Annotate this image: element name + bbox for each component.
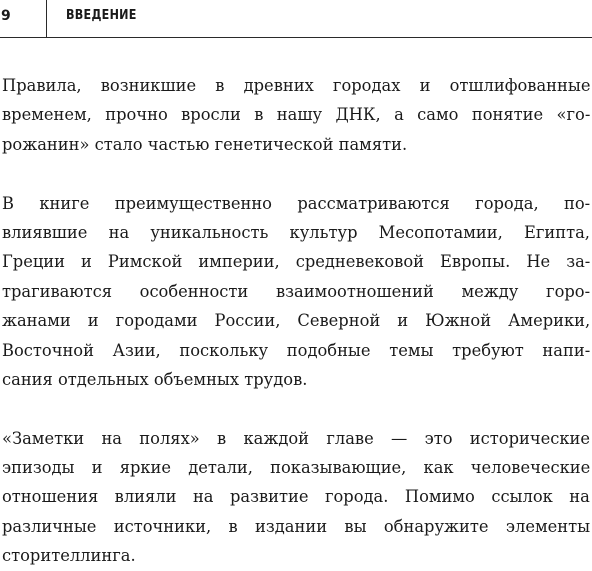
text-line: трагиваются особенности взаимоотношений между горо- [2,281,591,301]
text-line: эпизоды и яркие детали, показывающие, как человеческие [2,458,591,478]
text-line: «Заметки на полях» в каждой главе — это исторические [2,428,591,448]
text-line: влиявшие на уникальность культур Месопотамии, Египта, [2,222,590,242]
text-line: временем, прочно вросли в нашу ДНК, а само понятие «го- [2,105,591,125]
paragraph-1 [2,71,590,159]
paragraph-3 [2,424,590,571]
page-number: 9 [1,8,11,24]
text-line: сания отдельных объемных трудов. [2,369,308,389]
text-line: Восточной Азии, поскольку подобные темы требуют напи- [2,340,591,360]
running-header [0,0,592,38]
header-divider [46,0,47,37]
body-text [2,71,590,571]
text-line: Правила, возникшие в древних городах и отшлифованные [2,76,591,95]
running-title: ВВЕДЕНИЕ [66,8,137,23]
paragraph-2 [2,189,590,395]
text-line: В книге преимущественно рассматриваются города, по- [2,193,591,213]
text-line: жанами и городами России, Северной и Южной Америки, [2,311,591,331]
text-line: различные источники, в издании вы обнаружите элементы [2,516,591,536]
text-line: отношения влияли на развитие города. Помимо ссылок на [2,487,590,507]
text-line: сторителлинга. [2,546,136,566]
text-line: Греции и Римской империи, средневековой Европы. Не за- [2,252,591,272]
text-line: рожанин» стало частью генетической памяти. [2,134,408,154]
